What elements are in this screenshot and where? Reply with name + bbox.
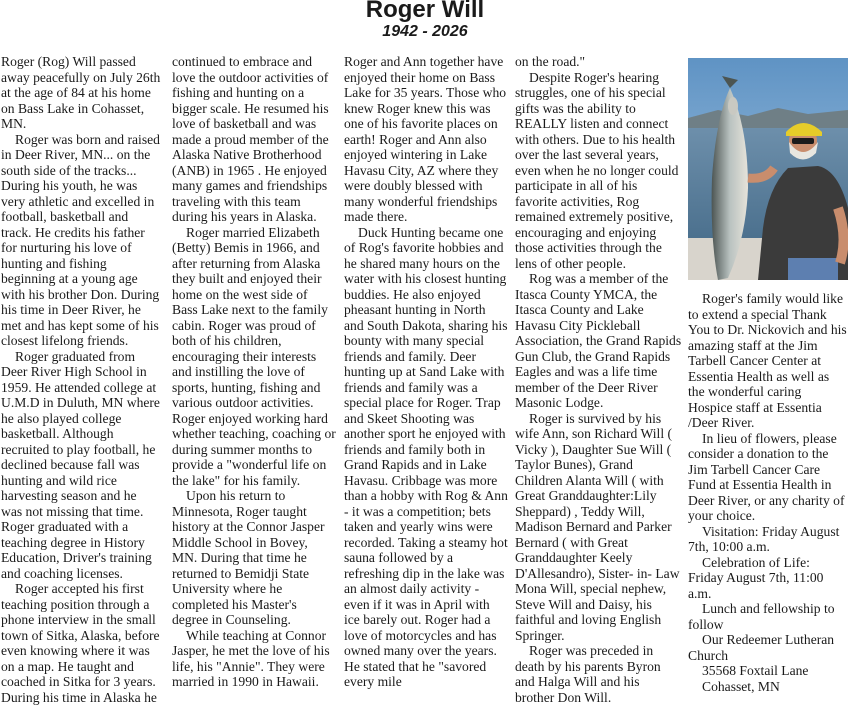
paragraph: Rog was a member of the Itasca County YMCA, the Itasca County and Lake Havasu City Pickleball Association, the Grand Rapids Gun Club, the Grand Rapids Eagles and was a life time member of the Deer River Masonic Lodge.	[515, 271, 682, 410]
paragraph: Lunch and fellowship to follow	[688, 601, 835, 632]
paragraph: In lieu of flowers, please consider a donation to the Jim Tarbell Cancer Care Fund at Essentia Health in Deer River, or any charity of your choice.	[688, 430, 845, 523]
paragraph: Duck Hunting became one of Rog's favorite hobbies and he shared many hours on the water with his closest hunting buddies. He also enjoyed pheasant hunting in North and South Dakota, sharing his bounty with many special friends and family. Deer hunting up at Sand Lake with friends and family was a special place for Roger. Trap and Skeet Shooting was another sport he enjoyed with friends and family both in Grand Rapids and in Lake Havasu. Cribbage was more than a hobby with Rog & Ann - it was a competition; bets taken and yearly wins were recorded. Taking a steamy hot sauna followed by a refreshing dip in the lake was an almost daily activity - even if it was in April with ice barely out. Roger had a love of motorcycles and has owned many over the years. He stated that he "savored every mile	[344, 224, 508, 689]
paragraph: Roger and Ann together have enjoyed their home on Bass Lake for 35 years. Those who knew Roger knew this was one of his favorite places on earth! Roger and Ann also enjoyed wintering in Lake Havasu City, AZ where they were doubly blessed with many wonderful friendships made there.	[344, 54, 507, 224]
paragraph: Roger's family would like to extend a special Thank You to Dr. Nickovich and his amazing staff at the Jim Tarbell Cancer Center at Essentia Health as well as the wonderful caring Hospice staff at Essentia /Deer River.	[688, 291, 847, 430]
obituary-years: 1942 - 2026	[382, 23, 468, 40]
paragraph: Despite Roger's hearing struggles, one of his special gifts was the ability to REALLY listen and connect with others. Due to his health over the last several years, even when he no longer could participate in all of his favorite activities, Rog remained extremely positive, encouraging and enjoying those activities through the lens of other people.	[515, 69, 679, 271]
paragraph: Our Redeemer Lutheran Church	[688, 632, 835, 663]
paragraph: Roger graduated from Deer River High School in 1959. He attended college at U.M.D in Duluth, MN where he also played college basketball. Although recruited to play football, he declined because fall was hunting and wild rice harvesting season and he was not missing that time. Roger graduated with a teaching degree in History Education, Driver's training and coaching licenses.	[1, 348, 160, 581]
column-4	[515, 54, 682, 705]
paragraph: While teaching at Connor Jasper, he met the love of his life, his "Annie". They were married in 1990 in Hawaii.	[172, 627, 330, 689]
paragraph: Cohasset, MN	[702, 678, 780, 694]
paragraph: Roger was preceded in death by his parents Byron and Halga Will and his brother Don Will.	[515, 643, 661, 705]
column-5	[688, 291, 848, 694]
paragraph: Roger was born and raised in Deer River, MN... on the south side of the tracks... During his youth, he was very athletic and excelled in football, basketball and track. He credits his father for nurturing his love of hunting and fishing beginning at a young age with his brother Don. During his time in Deer River, he met and has kept some of his closest lifelong friends.	[1, 131, 160, 348]
column-3	[344, 54, 508, 690]
paragraph: Visitation: Friday August 7th, 10:00 a.m.	[688, 523, 840, 554]
paragraph: Roger is survived by his wife Ann, son Richard Will ( Vicky ), Daughter Sue Will ( Taylor Bunes), Grand Children Alanta Will ( with Great Granddaughter:Lily Sheppard) , Teddy Will, Madison Bernard and Parker Bernard ( with Great Granddaughter Keely D'Allesandro), Sister- in- Law Mona Will, special nephew, Steve Will and Daisy, his faithful and loving English Springer.	[515, 410, 680, 643]
portrait-photo	[688, 58, 848, 280]
column-1	[1, 54, 161, 705]
photo-image	[688, 58, 848, 280]
paragraph: continued to embrace and love the outdoor activities of fishing and hunting on a bigger scale. He resumed his love of basketball and was made a proud member of the Alaska Native Brotherhood (ANB) in 1965 . He enjoyed many games and friendships traveling with this team during his years in Alaska.	[172, 54, 329, 224]
paragraph: Roger (Rog) Will passed away peacefully on July 26th at the age of 84 at his home on Bass Lake in Cohasset, MN.	[1, 54, 161, 131]
paragraph: 35568 Foxtail Lane	[702, 663, 809, 678]
column-2	[172, 54, 336, 690]
paragraph: Upon his return to Minnesota, Roger taught history at the Connor Jasper Middle School in Bovey, MN. During that time he returned to Bemidji State University where he completed his Master's degree in Counseling.	[172, 488, 325, 627]
paragraph: Celebration of Life: Friday August 7th, 11:00 a.m.	[688, 554, 824, 601]
paragraph: Roger accepted his first teaching position through a phone interview in the small town of Sitka, Alaska, before even knowing where it was on a map. He taught and coached in Sitka for 3 years. During his time in Alaska he	[1, 581, 160, 705]
obituary-title: Roger Will	[365, 0, 485, 23]
paragraph: on the road."	[515, 54, 586, 69]
paragraph: Roger married Elizabeth (Betty) Bemis in 1966, and after returning from Alaska they built and enjoyed their home on the west side of Bass Lake next to the family cabin. Roger was proud of both of his children, encouraging their interests and instilling the love of sports, hunting, fishing and various outdoor activities. Roger enjoyed working hard whether teaching, coaching or during summer months to provide a "wonderful life on the lake" for his family.	[172, 224, 336, 488]
